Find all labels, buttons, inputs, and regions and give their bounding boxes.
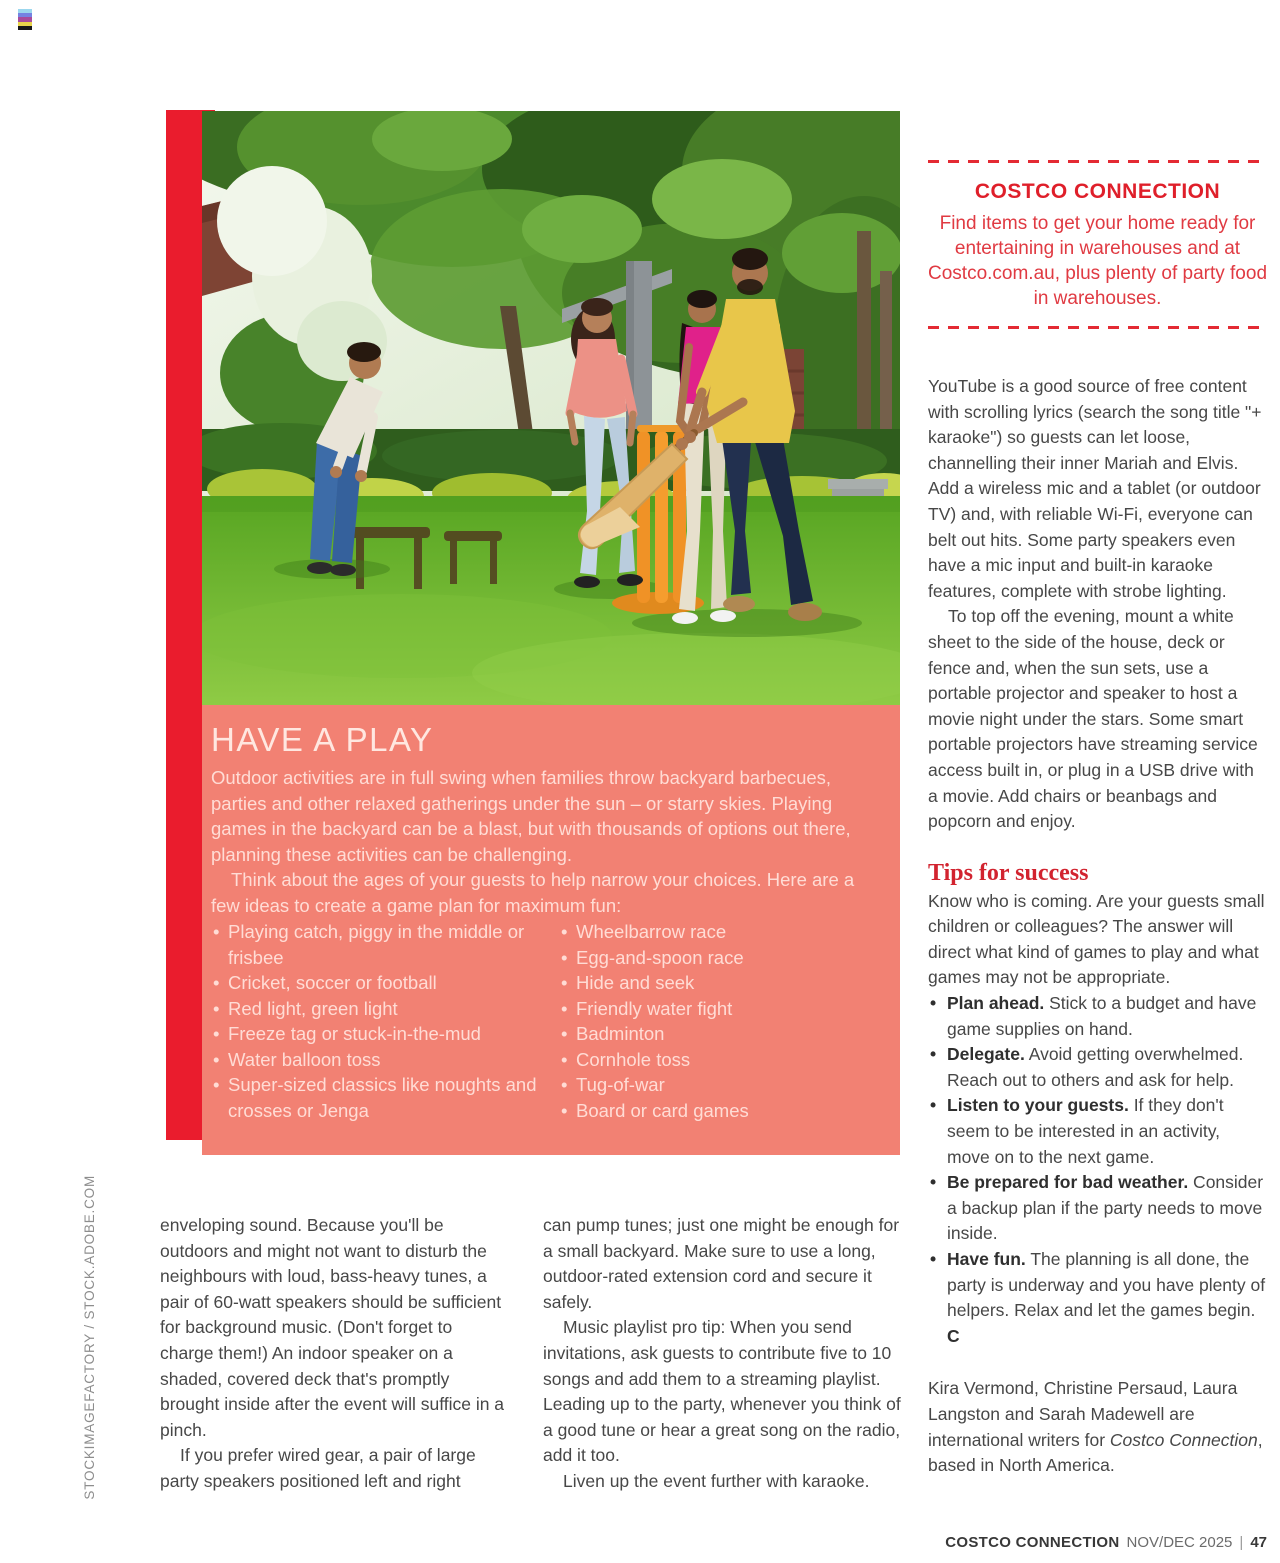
tip-item: • Delegate. Avoid getting overwhelmed. Reach out to others and ask for help. [928,1042,1267,1093]
tip-item: • Be prepared for bad weather. Consider a backup plan if the party needs to move inside. [928,1170,1267,1247]
print-registration-icon [18,9,32,30]
list-item: • Board or card games [559,1098,864,1124]
feature-para-1: Outdoor activities are in full swing when families throw backyard barbecues, parties and other relaxed gatherings under the sun – or starry skies. Playing games in the backyard can be a blast, but with thousands of options out there, planning these activities can be challenging. [211,767,851,865]
list-item: • Cricket, soccer or football [211,970,559,996]
red-bracket-bar [166,110,202,1140]
list-item: • Tug-of-war [559,1072,864,1098]
backyard-cricket-photo [202,111,900,706]
feature-title: HAVE A PLAY [211,721,434,758]
list-item: • Egg-and-spoon race [559,945,864,971]
karaoke-paragraph: YouTube is a good source of free content with scrolling lyrics (search the song title "+ karaoke") so guests can let loose, channelling their inner Mariah and Elvis. Add a wireless mic and a tablet (or outdoor TV) and, with reliable Wi-Fi, everyone can belt out hits. Some party speakers even have a mic input and built-in karaoke features, complete with strobe lighting. [928,376,1262,601]
game-idea-lists [211,919,864,1123]
list-item: • Hide and seek [559,970,864,996]
footer-page-number: 47 [1250,1534,1267,1551]
tip-item: • Listen to your guests. If they don't seem to be interested in an activity, move on to the next game. [928,1093,1267,1170]
backyard-photo-illustration [202,111,900,706]
body-column-1 [160,1213,506,1495]
footer-issue: NOV/DEC 2025 [1126,1534,1233,1551]
byline: Kira Vermond, Christine Persaud, Laura Langston and Sarah Madewell are international writers for Costco Connection, based in North America. [928,1378,1263,1476]
wired-gear-paragraph: If you prefer wired gear, a pair of large party speakers positioned left and right [160,1445,476,1491]
list-item: • Cornhole toss [559,1047,864,1073]
dashed-rule-top [928,160,1267,163]
tip-item: • Have fun. The planning is all done, the party is underway and you have plenty of helpers. Relax and let the games begin. C [928,1247,1267,1349]
speakers-paragraph: enveloping sound. Because you'll be outdoors and might not want to disturb the neighbours with loud, bass-heavy tunes, a pair of 60-watt speakers should be sufficient for background music. (Don't forget to charge them!) An indoor speaker on a shaded, covered deck that's promptly brought inside after the event will suffice in a pinch. [160,1215,505,1440]
photo-credit: STOCKIMAGEFACTORY / STOCK.ADOBE.COM [82,1175,97,1500]
list-item: • Playing catch, piggy in the middle or frisbee [211,919,559,970]
playlist-paragraph: Music playlist pro tip: When you send invitations, ask guests to contribute five to 10 songs and add them to a streaming playlist. Leading up to the party, whenever you think of a good tune or hear a great song on the radio, add it too. [543,1317,901,1466]
list-item: • Red light, green light [211,996,559,1022]
page-footer [945,1534,1267,1551]
tip-item: • Plan ahead. Stick to a budget and have game supplies on hand. [928,991,1267,1042]
list-item: • Friendly water fight [559,996,864,1022]
karaoke-lead-paragraph: Liven up the event further with karaoke. [563,1470,870,1491]
callout-title: COSTCO CONNECTION [974,180,1221,203]
tips-heading: Tips for success [928,859,1089,886]
callout-body: Find items to get your home ready for entertaining in warehouses and at Costco.com.au, plus plenty of party food in warehouses. [928,213,1268,309]
feature-para-2: Think about the ages of your guests to help narrow your choices. Here are a few ideas to create a game plan for maximum fun: [211,869,855,916]
dashed-rule-bottom [928,326,1267,329]
right-column [928,160,1267,1496]
list-item: • Badminton [559,1021,864,1047]
list-item: • Super-sized classics like noughts and crosses or Jenga [211,1072,559,1123]
movie-night-paragraph: To top off the evening, mount a white sheet to the side of the house, deck or fence and, when the sun sets, use a portable projector and speaker to host a movie night under the stars. Some smart portable projectors have streaming service access built in, or plug in a USB drive with a movie. Add chairs or beanbags and popcorn and enjoy. [928,606,1258,832]
game-list-right [559,919,864,1123]
footer-separator: | [1239,1534,1244,1551]
costco-end-mark: C [947,1325,961,1346]
footer-magazine-name: COSTCO CONNECTION [945,1534,1120,1551]
feature-box [202,705,900,1155]
tips-intro: Know who is coming. Are your guests small children or colleagues? The answer will direct what kind of games to play and what games may not be appropriate. [928,890,1265,988]
tips-list [928,991,1267,1349]
list-item: • Freeze tag or stuck-in-the-mud [211,1021,559,1047]
extension-cord-paragraph: can pump tunes; just one might be enough for a small backyard. Make sure to use a long, outdoor-rated extension cord and secure it safely. [543,1215,900,1312]
body-column-2 [543,1213,903,1495]
list-item: • Water balloon toss [211,1047,559,1073]
list-item: • Wheelbarrow race [559,919,864,945]
game-list-left [211,919,559,1123]
